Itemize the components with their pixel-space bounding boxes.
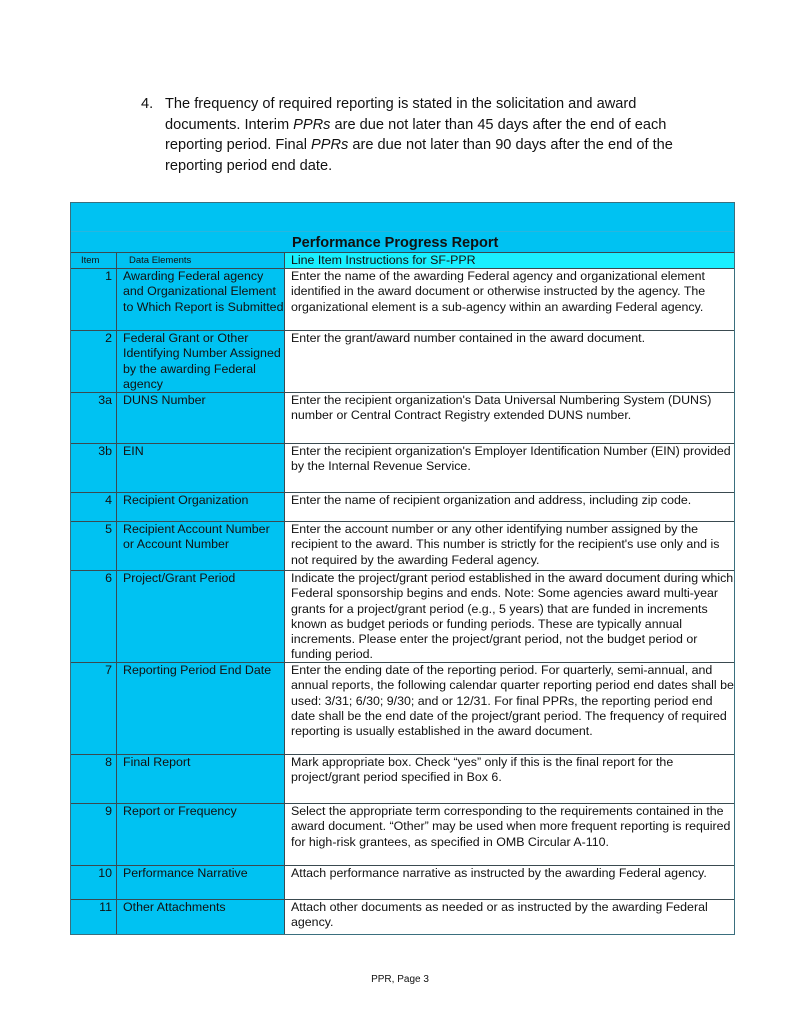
table-header-row <box>71 252 734 268</box>
row-item-number: 4 <box>71 493 117 521</box>
row-data-element: Project/Grant Period <box>117 571 285 662</box>
table-row <box>71 899 734 934</box>
row-data-element: Awarding Federal agency and Organizational Element to Which Report is Submitted <box>117 269 285 330</box>
row-instruction: Enter the name of the awarding Federal agency and organizational element identified in the award document or otherwise instructed by the agency. The organizational element is a sub-agency within an awarding Federal agency. <box>285 269 734 330</box>
row-instruction: Enter the ending date of the reporting period. For quarterly, semi-annual, and annual reports, the following calendar quarter reporting period end dates shall be used: 3/31; 6/30; 9/30; and or 12/31. For final PPRs, the reporting period end date shall be the end date of the project/grant period. The frequency of required reporting is usually established in the award document. <box>285 663 734 754</box>
header-item: Item <box>71 253 117 268</box>
row-item-number: 3a <box>71 393 117 443</box>
row-data-element: Performance Narrative <box>117 866 285 899</box>
row-data-element: Other Attachments <box>117 900 285 934</box>
paragraph-text <box>165 94 705 176</box>
row-data-element: Recipient Account Number or Account Number <box>117 522 285 570</box>
table-row <box>71 865 734 899</box>
row-instruction: Indicate the project/grant period established in the award document during which Federal sponsorship begins and ends. Note: Some agencies award multi-year grants for a project/grant period (e.g., 5 years) that are funded in increments known as budget periods or funding periods. These are typically annual increments. Please enter the project/grant period, not the budget period or funding period. <box>285 571 734 662</box>
row-item-number: 5 <box>71 522 117 570</box>
row-instruction: Select the appropriate term corresponding to the requirements contained in the award document. “Other” may be used when more frequent reporting is required for high-risk grantees, as specified in OMB Circular A-110. <box>285 804 734 865</box>
row-instruction: Enter the recipient organization's Data Universal Numbering System (DUNS) number or Central Contract Registry extended DUNS number. <box>285 393 734 443</box>
table-title: Performance Progress Report <box>292 235 499 251</box>
row-item-number: 9 <box>71 804 117 865</box>
italic-term: PPRs <box>293 116 331 133</box>
row-instruction: Attach performance narrative as instructed by the awarding Federal agency. <box>285 866 734 899</box>
table-row <box>71 570 734 662</box>
row-data-element: DUNS Number <box>117 393 285 443</box>
row-instruction: Enter the recipient organization's Employer Identification Number (EIN) provided by the Internal Revenue Service. <box>285 444 734 492</box>
row-instruction: Mark appropriate box. Check “yes” only if this is the final report for the project/grant period specified in Box 6. <box>285 755 734 803</box>
table-row <box>71 492 734 521</box>
table-row <box>71 803 734 865</box>
table-row <box>71 754 734 803</box>
row-item-number: 8 <box>71 755 117 803</box>
row-data-element: Reporting Period End Date <box>117 663 285 754</box>
table-row <box>71 392 734 443</box>
text-segment: The frequency of required reporting is stated in the solicitation and award documents. Interim <box>165 96 637 133</box>
table-row <box>71 521 734 570</box>
table-body <box>71 268 734 934</box>
text-segment: are due not later than 45 days after the end of each reporting period. Final <box>165 116 667 153</box>
table-row <box>71 662 734 754</box>
row-instruction: Attach other documents as needed or as instructed by the awarding Federal agency. <box>285 900 734 934</box>
list-number: 4. <box>141 96 154 112</box>
row-data-element: Final Report <box>117 755 285 803</box>
italic-term: PPRs <box>311 137 349 153</box>
row-item-number: 1 <box>71 269 117 330</box>
row-item-number: 11 <box>71 900 117 934</box>
header-instructions: Line Item Instructions for SF-PPR <box>285 253 734 268</box>
row-data-element: Report or Frequency <box>117 804 285 865</box>
row-item-number: 6 <box>71 571 117 662</box>
row-item-number: 3b <box>71 444 117 492</box>
row-instruction: Enter the name of recipient organization and address, including zip code. <box>285 493 734 521</box>
row-data-element: Recipient Organization <box>117 493 285 521</box>
table-top-band <box>71 203 734 232</box>
header-data-elements: Data Elements <box>117 253 285 268</box>
row-item-number: 2 <box>71 331 117 392</box>
row-data-element: EIN <box>117 444 285 492</box>
table-row <box>71 268 734 330</box>
table-row <box>71 443 734 492</box>
row-item-number: 7 <box>71 663 117 754</box>
table-title-row <box>71 232 734 252</box>
row-instruction: Enter the account number or any other identifying number assigned by the recipient to the award. This number is strictly for the recipient's use only and is not required by the awarding Federal agency. <box>285 522 734 570</box>
table-row <box>71 330 734 392</box>
ppr-instructions-table <box>70 202 735 935</box>
row-instruction: Enter the grant/award number contained in the award document. <box>285 331 734 392</box>
row-data-element: Federal Grant or Other Identifying Number Assigned by the awarding Federal agency <box>117 331 285 392</box>
row-item-number: 10 <box>71 866 117 899</box>
text-segment: are due not later than 90 days after the end of the reporting period end date. <box>165 137 673 174</box>
page-footer: PPR, Page 3 <box>371 974 429 985</box>
